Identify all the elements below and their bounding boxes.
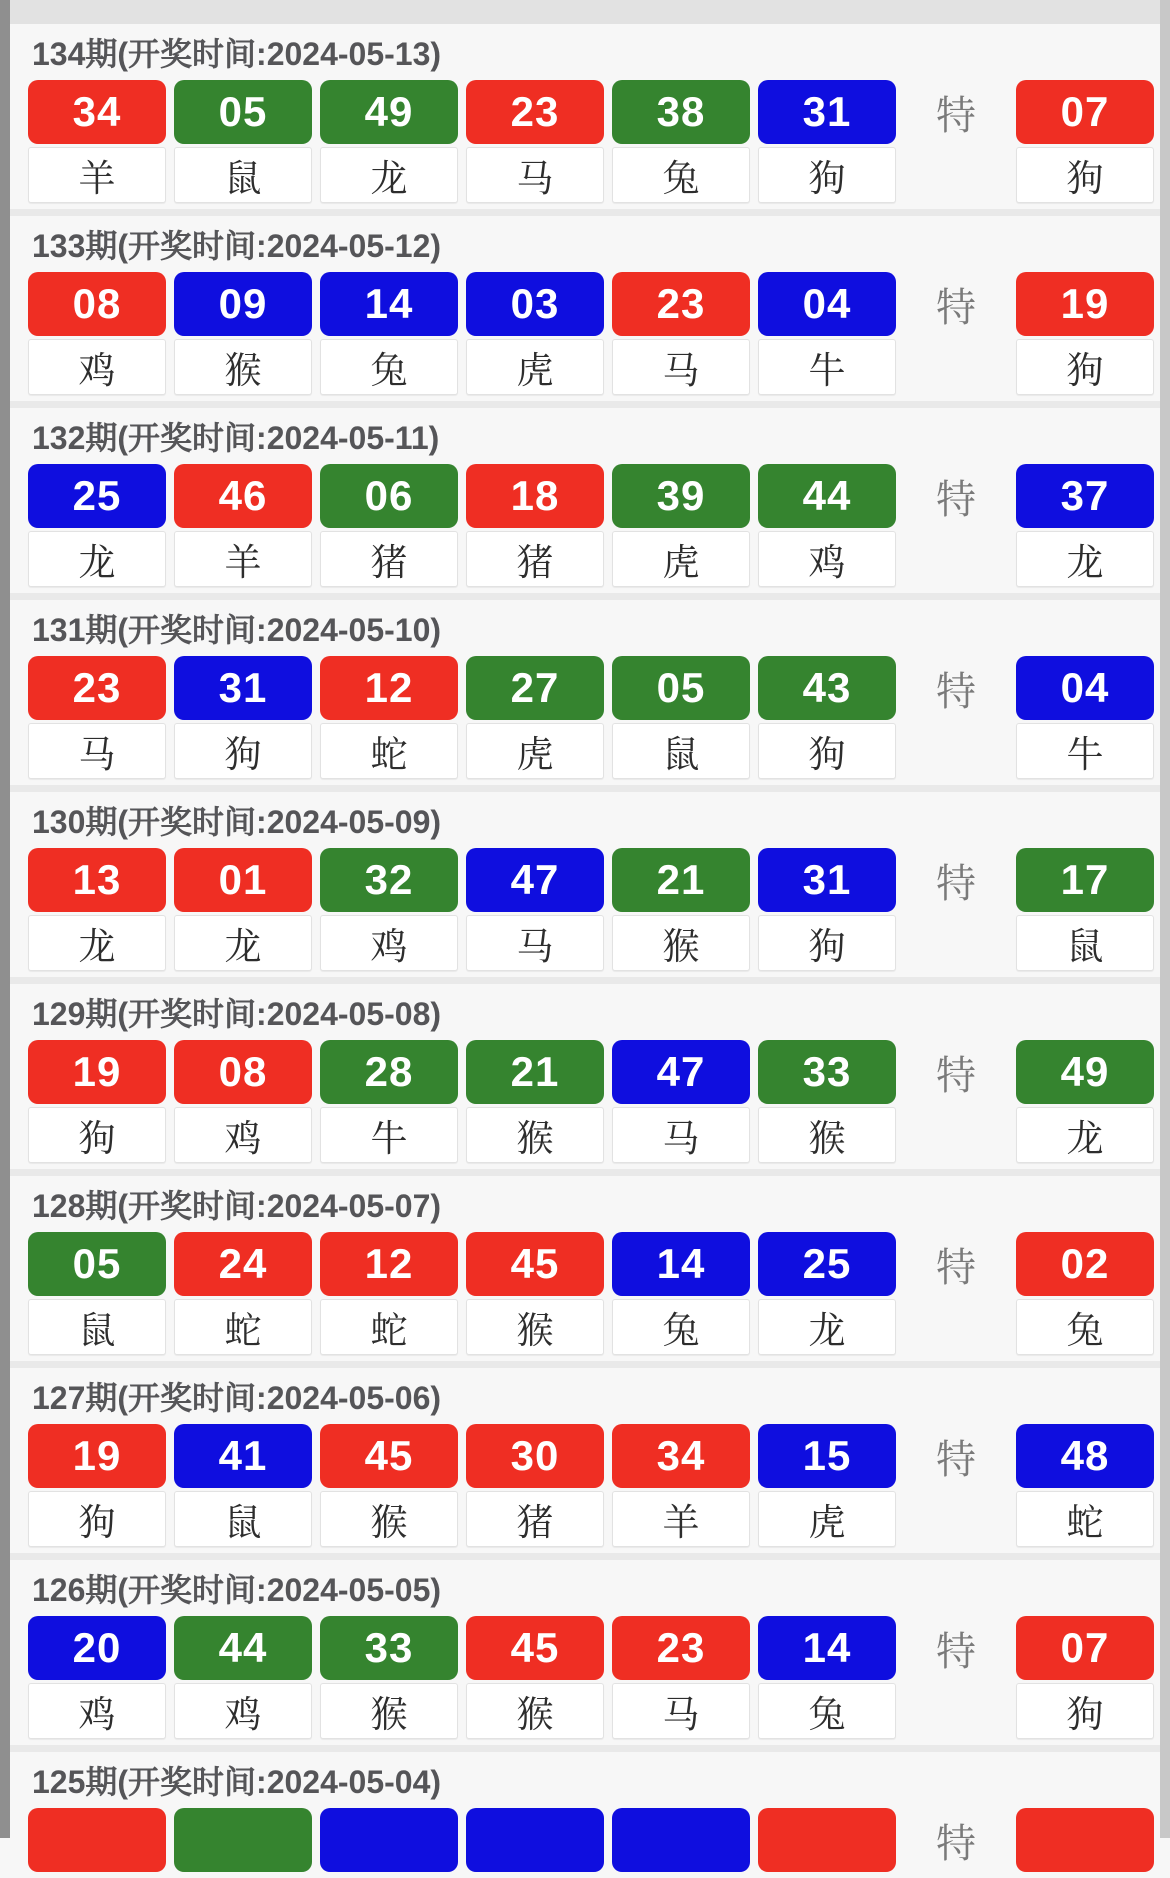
draw-block [0, 984, 1170, 1169]
ball-number: 38 [612, 80, 750, 144]
ball-cell [320, 848, 458, 971]
special-ball-zodiac: 龙 [1016, 531, 1154, 587]
ball-cell [612, 1424, 750, 1547]
ball-cell [174, 848, 312, 971]
special-separator-label: 特 [936, 1437, 976, 1482]
ball-number [320, 1808, 458, 1872]
ball-zodiac: 羊 [174, 531, 312, 587]
ball-cell [320, 1232, 458, 1355]
ball-number: 13 [28, 848, 166, 912]
ball-number: 12 [320, 1232, 458, 1296]
ball-number: 45 [320, 1424, 458, 1488]
draw-block [0, 1176, 1170, 1361]
ball-zodiac: 兔 [758, 1683, 896, 1739]
draw-row [0, 848, 1170, 971]
ball-zodiac: 猪 [466, 531, 604, 587]
ball-zodiac: 鸡 [28, 339, 166, 395]
ball-zodiac: 猴 [758, 1107, 896, 1163]
special-ball-number: 17 [1016, 848, 1154, 912]
ball-number: 47 [466, 848, 604, 912]
ball-zodiac: 马 [612, 339, 750, 395]
ball-zodiac: 狗 [28, 1491, 166, 1547]
ball-zodiac: 鸡 [174, 1107, 312, 1163]
special-separator-label: 特 [936, 477, 976, 522]
ball-cell [466, 1808, 604, 1872]
special-separator-label: 特 [936, 861, 976, 906]
ball-cell [758, 1424, 896, 1547]
draw-block [0, 408, 1170, 593]
ball-zodiac: 马 [466, 915, 604, 971]
ball-zodiac: 猪 [320, 531, 458, 587]
top-strip [0, 0, 1170, 24]
draw-row [0, 80, 1170, 203]
ball-zodiac: 猴 [466, 1107, 604, 1163]
ball-number [174, 1808, 312, 1872]
draw-title: 125期(开奖时间:2024-05-04) [32, 1764, 442, 1800]
ball-zodiac: 马 [612, 1683, 750, 1739]
special-ball-cell [1016, 656, 1154, 779]
draw-block [0, 1368, 1170, 1553]
ball-cell [174, 272, 312, 395]
ball-cell [466, 1616, 604, 1739]
ball-cell [612, 1616, 750, 1739]
right-edge-scrollbar [1160, 0, 1170, 1838]
ball-zodiac: 猴 [320, 1683, 458, 1739]
special-ball-number: 37 [1016, 464, 1154, 528]
ball-cell [466, 464, 604, 587]
ball-zodiac: 狗 [758, 723, 896, 779]
ball-number: 39 [612, 464, 750, 528]
draw-block [0, 792, 1170, 977]
ball-number: 05 [174, 80, 312, 144]
ball-zodiac: 狗 [174, 723, 312, 779]
ball-zodiac: 龙 [758, 1299, 896, 1355]
draw-title: 126期(开奖时间:2024-05-05) [32, 1572, 442, 1608]
ball-number [758, 1808, 896, 1872]
ball-cell [466, 272, 604, 395]
ball-number: 08 [28, 272, 166, 336]
ball-zodiac: 虎 [466, 339, 604, 395]
ball-cell [612, 656, 750, 779]
special-ball-cell [1016, 1040, 1154, 1163]
ball-number: 34 [612, 1424, 750, 1488]
special-separator-label: 特 [936, 669, 976, 714]
ball-number: 08 [174, 1040, 312, 1104]
ball-cell [758, 1808, 896, 1872]
ball-number: 34 [28, 80, 166, 144]
ball-cell [174, 1424, 312, 1547]
ball-cell [28, 1808, 166, 1872]
ball-cell [758, 272, 896, 395]
ball-cell [174, 464, 312, 587]
ball-number: 20 [28, 1616, 166, 1680]
ball-zodiac: 牛 [320, 1107, 458, 1163]
draw-row [0, 464, 1170, 587]
ball-number: 27 [466, 656, 604, 720]
ball-number: 44 [758, 464, 896, 528]
ball-number: 19 [28, 1040, 166, 1104]
ball-number: 25 [758, 1232, 896, 1296]
special-ball-cell [1016, 1424, 1154, 1547]
ball-cell [758, 80, 896, 203]
special-ball-number: 49 [1016, 1040, 1154, 1104]
ball-number: 15 [758, 1424, 896, 1488]
special-separator-label: 特 [936, 1053, 976, 1098]
draw-row [0, 1616, 1170, 1739]
draw-block [0, 216, 1170, 401]
ball-cell [320, 464, 458, 587]
special-ball-zodiac: 狗 [1016, 1683, 1154, 1739]
special-ball-zodiac: 鼠 [1016, 915, 1154, 971]
draw-row [0, 1808, 1170, 1872]
ball-cell [28, 1040, 166, 1163]
ball-zodiac: 龙 [28, 915, 166, 971]
ball-number: 23 [612, 1616, 750, 1680]
ball-number [28, 1808, 166, 1872]
ball-zodiac: 龙 [320, 147, 458, 203]
special-ball-number: 02 [1016, 1232, 1154, 1296]
special-separator-label: 特 [936, 285, 976, 330]
ball-number: 21 [612, 848, 750, 912]
ball-number [466, 1808, 604, 1872]
special-ball-cell [1016, 1232, 1154, 1355]
ball-zodiac: 狗 [758, 915, 896, 971]
ball-number: 12 [320, 656, 458, 720]
ball-number: 01 [174, 848, 312, 912]
ball-number: 46 [174, 464, 312, 528]
ball-cell [466, 1040, 604, 1163]
draw-row [0, 272, 1170, 395]
ball-zodiac: 鼠 [174, 147, 312, 203]
draw-block [0, 24, 1170, 209]
ball-cell [174, 1808, 312, 1872]
ball-zodiac: 马 [612, 1107, 750, 1163]
draw-row [0, 656, 1170, 779]
ball-number: 18 [466, 464, 604, 528]
special-separator-label: 特 [936, 93, 976, 138]
draw-block [0, 600, 1170, 785]
ball-zodiac: 兔 [612, 1299, 750, 1355]
draw-block [0, 1752, 1170, 1878]
ball-zodiac: 龙 [174, 915, 312, 971]
ball-cell [612, 848, 750, 971]
special-ball-number: 19 [1016, 272, 1154, 336]
ball-number: 06 [320, 464, 458, 528]
ball-cell [758, 848, 896, 971]
ball-zodiac: 蛇 [320, 723, 458, 779]
draw-title: 130期(开奖时间:2024-05-09) [32, 804, 442, 840]
ball-number: 30 [466, 1424, 604, 1488]
ball-number: 09 [174, 272, 312, 336]
ball-cell [174, 1040, 312, 1163]
ball-zodiac: 猴 [174, 339, 312, 395]
special-ball-number [1016, 1808, 1154, 1872]
ball-cell [174, 80, 312, 203]
ball-cell [320, 80, 458, 203]
ball-zodiac: 兔 [320, 339, 458, 395]
ball-number: 04 [758, 272, 896, 336]
draw-row [0, 1040, 1170, 1163]
draw-title: 129期(开奖时间:2024-05-08) [32, 996, 442, 1032]
ball-number: 05 [612, 656, 750, 720]
ball-zodiac: 马 [28, 723, 166, 779]
ball-cell [28, 1232, 166, 1355]
special-ball-zodiac: 龙 [1016, 1107, 1154, 1163]
ball-cell [320, 1616, 458, 1739]
ball-cell [466, 848, 604, 971]
special-ball-cell [1016, 80, 1154, 203]
special-ball-zodiac: 蛇 [1016, 1491, 1154, 1547]
ball-number: 31 [174, 656, 312, 720]
ball-cell [320, 272, 458, 395]
ball-cell [466, 80, 604, 203]
ball-cell [174, 1616, 312, 1739]
special-separator-label: 特 [936, 1629, 976, 1674]
ball-cell [612, 1040, 750, 1163]
ball-zodiac: 龙 [28, 531, 166, 587]
special-ball-zodiac: 兔 [1016, 1299, 1154, 1355]
ball-cell [612, 1232, 750, 1355]
ball-number: 47 [612, 1040, 750, 1104]
ball-cell [28, 80, 166, 203]
ball-number: 14 [758, 1616, 896, 1680]
special-separator-label: 特 [936, 1245, 976, 1290]
ball-number: 45 [466, 1232, 604, 1296]
ball-zodiac: 鸡 [174, 1683, 312, 1739]
ball-number: 43 [758, 656, 896, 720]
ball-cell [758, 1232, 896, 1355]
results-list [0, 24, 1170, 1878]
draw-title: 134期(开奖时间:2024-05-13) [32, 36, 442, 72]
special-ball-number: 07 [1016, 1616, 1154, 1680]
ball-number: 05 [28, 1232, 166, 1296]
ball-cell [758, 1616, 896, 1739]
ball-zodiac: 鼠 [174, 1491, 312, 1547]
ball-cell [174, 1232, 312, 1355]
ball-cell [28, 1616, 166, 1739]
ball-cell [466, 656, 604, 779]
ball-zodiac: 猴 [320, 1491, 458, 1547]
ball-number: 14 [320, 272, 458, 336]
ball-number: 33 [758, 1040, 896, 1104]
ball-zodiac: 鸡 [28, 1683, 166, 1739]
ball-zodiac: 蛇 [174, 1299, 312, 1355]
ball-number: 44 [174, 1616, 312, 1680]
special-ball-zodiac: 狗 [1016, 339, 1154, 395]
draw-block [0, 1560, 1170, 1745]
ball-zodiac: 狗 [758, 147, 896, 203]
ball-zodiac: 鸡 [758, 531, 896, 587]
ball-number: 19 [28, 1424, 166, 1488]
ball-number [612, 1808, 750, 1872]
ball-zodiac: 羊 [612, 1491, 750, 1547]
draw-title: 127期(开奖时间:2024-05-06) [32, 1380, 442, 1416]
ball-number: 33 [320, 1616, 458, 1680]
ball-zodiac: 狗 [28, 1107, 166, 1163]
ball-zodiac: 虎 [466, 723, 604, 779]
draw-title: 128期(开奖时间:2024-05-07) [32, 1188, 442, 1224]
draw-row [0, 1424, 1170, 1547]
ball-cell [320, 1040, 458, 1163]
ball-cell [320, 1424, 458, 1547]
ball-zodiac: 虎 [758, 1491, 896, 1547]
left-edge-bar [0, 0, 10, 1838]
ball-cell [758, 464, 896, 587]
ball-zodiac: 鼠 [28, 1299, 166, 1355]
ball-zodiac: 羊 [28, 147, 166, 203]
ball-number: 25 [28, 464, 166, 528]
ball-number: 45 [466, 1616, 604, 1680]
special-ball-zodiac: 牛 [1016, 723, 1154, 779]
draw-title: 132期(开奖时间:2024-05-11) [32, 420, 440, 456]
special-ball-cell [1016, 1616, 1154, 1739]
special-ball-cell [1016, 464, 1154, 587]
draw-title: 131期(开奖时间:2024-05-10) [32, 612, 442, 648]
ball-cell [612, 464, 750, 587]
ball-zodiac: 猴 [612, 915, 750, 971]
ball-zodiac: 猪 [466, 1491, 604, 1547]
special-ball-cell [1016, 848, 1154, 971]
special-ball-zodiac: 狗 [1016, 147, 1154, 203]
ball-zodiac: 鸡 [320, 915, 458, 971]
draw-title: 133期(开奖时间:2024-05-12) [32, 228, 442, 264]
ball-cell [28, 272, 166, 395]
special-ball-number: 04 [1016, 656, 1154, 720]
ball-zodiac: 猴 [466, 1683, 604, 1739]
ball-zodiac: 蛇 [320, 1299, 458, 1355]
ball-number: 23 [612, 272, 750, 336]
ball-number: 49 [320, 80, 458, 144]
ball-cell [612, 272, 750, 395]
ball-number: 21 [466, 1040, 604, 1104]
special-separator-label: 特 [936, 1821, 976, 1866]
draw-row [0, 1232, 1170, 1355]
ball-number: 24 [174, 1232, 312, 1296]
ball-zodiac: 鼠 [612, 723, 750, 779]
ball-cell [320, 1808, 458, 1872]
ball-number: 14 [612, 1232, 750, 1296]
ball-number: 31 [758, 848, 896, 912]
ball-cell [758, 656, 896, 779]
ball-cell [612, 80, 750, 203]
ball-number: 41 [174, 1424, 312, 1488]
ball-number: 28 [320, 1040, 458, 1104]
ball-cell [28, 1424, 166, 1547]
ball-cell [466, 1232, 604, 1355]
ball-number: 31 [758, 80, 896, 144]
ball-zodiac: 兔 [612, 147, 750, 203]
ball-zodiac: 猴 [466, 1299, 604, 1355]
ball-zodiac: 马 [466, 147, 604, 203]
ball-cell [612, 1808, 750, 1872]
ball-cell [758, 1040, 896, 1163]
ball-zodiac: 牛 [758, 339, 896, 395]
ball-number: 23 [28, 656, 166, 720]
special-ball-cell [1016, 272, 1154, 395]
ball-zodiac: 虎 [612, 531, 750, 587]
ball-cell [28, 848, 166, 971]
special-ball-number: 07 [1016, 80, 1154, 144]
ball-number: 03 [466, 272, 604, 336]
special-ball-cell [1016, 1808, 1154, 1872]
ball-cell [28, 464, 166, 587]
ball-cell [320, 656, 458, 779]
ball-cell [28, 656, 166, 779]
ball-cell [466, 1424, 604, 1547]
ball-number: 32 [320, 848, 458, 912]
ball-cell [174, 656, 312, 779]
special-ball-number: 48 [1016, 1424, 1154, 1488]
ball-number: 23 [466, 80, 604, 144]
